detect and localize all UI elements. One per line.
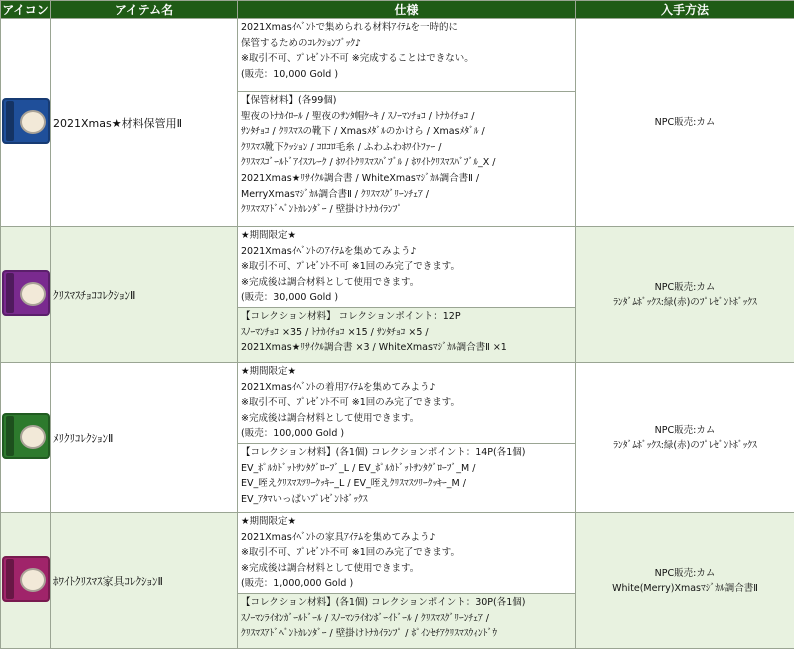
spec-line: 【コレクション材料】(各1個) コレクションポイント：14P(各1個) bbox=[241, 445, 573, 461]
item-obtain bbox=[576, 227, 794, 363]
spec-line: 2021Xmas★ﾘｻｲｸﾙ調合書 / WhiteXmasﾏｼﾞｶﾙ調合書Ⅱ / bbox=[241, 171, 573, 187]
item-obtain bbox=[576, 363, 794, 513]
spec-line: 2021Xmas★ﾘｻｲｸﾙ調合書 ×3 / WhiteXmasﾏｼﾞｶﾙ調合書Ⅱ ×1 bbox=[241, 340, 573, 356]
item-spec-description bbox=[238, 363, 576, 444]
item-spec-description bbox=[238, 513, 576, 594]
spec-line: ｽﾉｰﾏﾝﾁｮｺ ×35 / ﾄﾅｶｲﾁｮｺ ×15 / ｻﾝﾀﾁｮｺ ×5 / bbox=[241, 325, 573, 341]
spec-line: 2021Xmasｲﾍﾞﾝﾄで集められる材料ｱｲﾃﾑを一時的に bbox=[241, 20, 573, 36]
book-chocolate-icon bbox=[2, 270, 50, 316]
item-name: ﾒﾘｸﾘｺﾚｸｼｮﾝⅡ bbox=[51, 363, 238, 513]
spec-line: ｸﾘｽﾏｽ靴下ｸｯｼｮﾝ / ｺﾛｺﾛ毛糸 / ふわふわﾎﾜｲﾄﾌｧｰ / bbox=[241, 140, 573, 156]
spec-line: ※取引不可、ﾌﾟﾚｾﾞﾝﾄ不可 ※完成することはできない。 bbox=[241, 51, 573, 67]
spec-line: ※完成後は調合材料として使用できます。 bbox=[241, 275, 573, 291]
obtain-line: NPC販売:カム bbox=[576, 280, 794, 295]
spec-line: (販売：10,000 Gold ) bbox=[241, 67, 573, 83]
header-name: アイテム名 bbox=[51, 1, 238, 19]
spec-line: (販売：1,000,000 Gold ) bbox=[241, 576, 573, 592]
table-row bbox=[1, 19, 794, 92]
spec-line: EV_ﾎﾟﾙｶﾄﾞｯﾄｻﾝﾀｸﾞﾛｰﾌﾞ_L / EV_ﾎﾟﾙｶﾄﾞｯﾄｻﾝﾀｸﾞﾛｰﾌﾞ_M / bbox=[241, 461, 573, 477]
spec-line: ｸﾘｽﾏｽｺﾞｰﾙﾄﾞｱｲｽﾌﾚｰｸ / ﾎﾜｲﾄｸﾘｽﾏｽﾊﾞﾌﾞﾙ / ﾎﾜｲﾄｸﾘｽﾏｽﾊﾞﾌﾞﾙ_X / bbox=[241, 155, 573, 171]
obtain-line: ﾗﾝﾀﾞﾑﾎﾞｯｸｽ:緑(赤)のﾌﾟﾚｾﾞﾝﾄﾎﾞｯｸｽ bbox=[576, 438, 794, 453]
item-icon-cell bbox=[1, 513, 51, 649]
table-row bbox=[1, 227, 794, 308]
spec-line: ※取引不可、ﾌﾟﾚｾﾞﾝﾄ不可 ※1回のみ完了できます。 bbox=[241, 395, 573, 411]
item-spec-materials bbox=[238, 444, 576, 513]
spec-line: ★期間限定★ bbox=[241, 514, 573, 530]
spec-line: ｽﾉｰﾏﾝﾗｲｵﾝｶﾞｰﾙﾄﾞｰﾙ / ｽﾉｰﾏﾝﾗｲｵﾝﾎﾞｰｲﾄﾞｰﾙ / ｸﾘｽﾏｽｸﾞﾘｰﾝﾁｪｱ / bbox=[241, 611, 573, 627]
item-name: ｸﾘｽﾏｽﾁｮｺｺﾚｸｼｮﾝⅡ bbox=[51, 227, 238, 363]
obtain-line: NPC販売:カム bbox=[576, 115, 794, 130]
spec-line: (販売：30,000 Gold ) bbox=[241, 290, 573, 306]
spec-line: ※取引不可、ﾌﾟﾚｾﾞﾝﾄ不可 ※1回のみ完了できます。 bbox=[241, 259, 573, 275]
book-tree-icon bbox=[2, 413, 50, 459]
item-obtain bbox=[576, 513, 794, 649]
item-icon-cell bbox=[1, 227, 51, 363]
obtain-line: White(Merry)Xmasﾏｼﾞｶﾙ調合書Ⅱ bbox=[576, 581, 794, 596]
spec-line: 【コレクション材料】(各1個) コレクションポイント：30P(各1個) bbox=[241, 595, 573, 611]
spec-line: 2021Xmasｲﾍﾞﾝﾄのｱｲﾃﾑを集めてみよう♪ bbox=[241, 244, 573, 260]
table-row bbox=[1, 363, 794, 444]
item-spec-materials bbox=[238, 92, 576, 227]
item-spec-materials bbox=[238, 594, 576, 649]
obtain-line: NPC販売:カム bbox=[576, 423, 794, 438]
spec-line: ｻﾝﾀﾁｮｺ / ｸﾘｽﾏｽの靴下 / Xmasﾒﾀﾞﾙのかけら / Xmasﾒﾀﾞﾙ / bbox=[241, 124, 573, 140]
item-spec-description bbox=[238, 227, 576, 308]
header-icon: アイコン bbox=[1, 1, 51, 19]
spec-line: ※取引不可、ﾌﾟﾚｾﾞﾝﾄ不可 ※1回のみ完了できます。 bbox=[241, 545, 573, 561]
header-obtain: 入手方法 bbox=[576, 1, 794, 19]
item-icon-cell bbox=[1, 363, 51, 513]
item-icon-cell bbox=[1, 19, 51, 227]
item-spec-materials bbox=[238, 308, 576, 363]
spec-line: ★期間限定★ bbox=[241, 364, 573, 380]
spec-line: 聖夜のﾄﾅｶｲﾛｰﾙ / 聖夜のｻﾝﾀ帽ｹｰｷ / ｽﾉｰﾏﾝﾁｮｺ / ﾄﾅｶｲﾁｮｺ / bbox=[241, 109, 573, 125]
item-spec-description bbox=[238, 19, 576, 92]
header-row bbox=[1, 1, 794, 19]
spec-line: EV_咥えｸﾘｽﾏｽﾂﾘｰｸｯｷｰ_L / EV_咥えｸﾘｽﾏｽﾂﾘｰｸｯｷｰ_M / bbox=[241, 476, 573, 492]
book-present-icon bbox=[2, 556, 50, 602]
spec-line: EV_ｱﾀﾏいっぱいﾌﾟﾚｾﾞﾝﾄﾎﾞｯｸｽ bbox=[241, 492, 573, 508]
spec-line: 【コレクション材料】 コレクションポイント：12P bbox=[241, 309, 573, 325]
spec-line: ※完成後は調合材料として使用できます。 bbox=[241, 411, 573, 427]
obtain-line: ﾗﾝﾀﾞﾑﾎﾞｯｸｽ:緑(赤)のﾌﾟﾚｾﾞﾝﾄﾎﾞｯｸｽ bbox=[576, 295, 794, 310]
spec-line: 2021Xmasｲﾍﾞﾝﾄの家具ｱｲﾃﾑを集めてみよう♪ bbox=[241, 530, 573, 546]
spec-line: 2021Xmasｲﾍﾞﾝﾄの着用ｱｲﾃﾑを集めてみよう♪ bbox=[241, 380, 573, 396]
spec-line: ★期間限定★ bbox=[241, 228, 573, 244]
spec-line: ｸﾘｽﾏｽｱﾄﾞﾍﾞﾝﾄｶﾚﾝﾀﾞｰ / 壁掛けﾄﾅｶｲﾗﾝﾌﾟ / ﾎﾟｲﾝｾﾁｱｸﾘｽﾏｽｳｨﾝﾄﾞｳ bbox=[241, 626, 573, 642]
header-spec: 仕様 bbox=[238, 1, 576, 19]
item-name: 2021Xmas★材料保管用Ⅱ bbox=[51, 19, 238, 227]
item-obtain bbox=[576, 19, 794, 227]
spec-line: (販売：100,000 Gold ) bbox=[241, 426, 573, 442]
book-reindeer-icon bbox=[2, 98, 50, 144]
spec-line: 【保管材料】(各99個) bbox=[241, 93, 573, 109]
spec-line: ｸﾘｽﾏｽｱﾄﾞﾍﾞﾝﾄｶﾚﾝﾀﾞｰ / 壁掛けﾄﾅｶｲﾗﾝﾌﾟ bbox=[241, 202, 573, 218]
obtain-line: NPC販売:カム bbox=[576, 566, 794, 581]
spec-line: 保管するためのｺﾚｸｼｮﾝﾌﾞｯｸ♪ bbox=[241, 36, 573, 52]
table-row bbox=[1, 513, 794, 594]
spec-line: ※完成後は調合材料として使用できます。 bbox=[241, 561, 573, 577]
spec-line: MerryXmasﾏｼﾞｶﾙ調合書Ⅱ / ｸﾘｽﾏｽｸﾞﾘｰﾝﾁｪｱ / bbox=[241, 187, 573, 203]
item-name: ﾎﾜｲﾄｸﾘｽﾏｽ家具ｺﾚｸｼｮﾝⅡ bbox=[51, 513, 238, 649]
